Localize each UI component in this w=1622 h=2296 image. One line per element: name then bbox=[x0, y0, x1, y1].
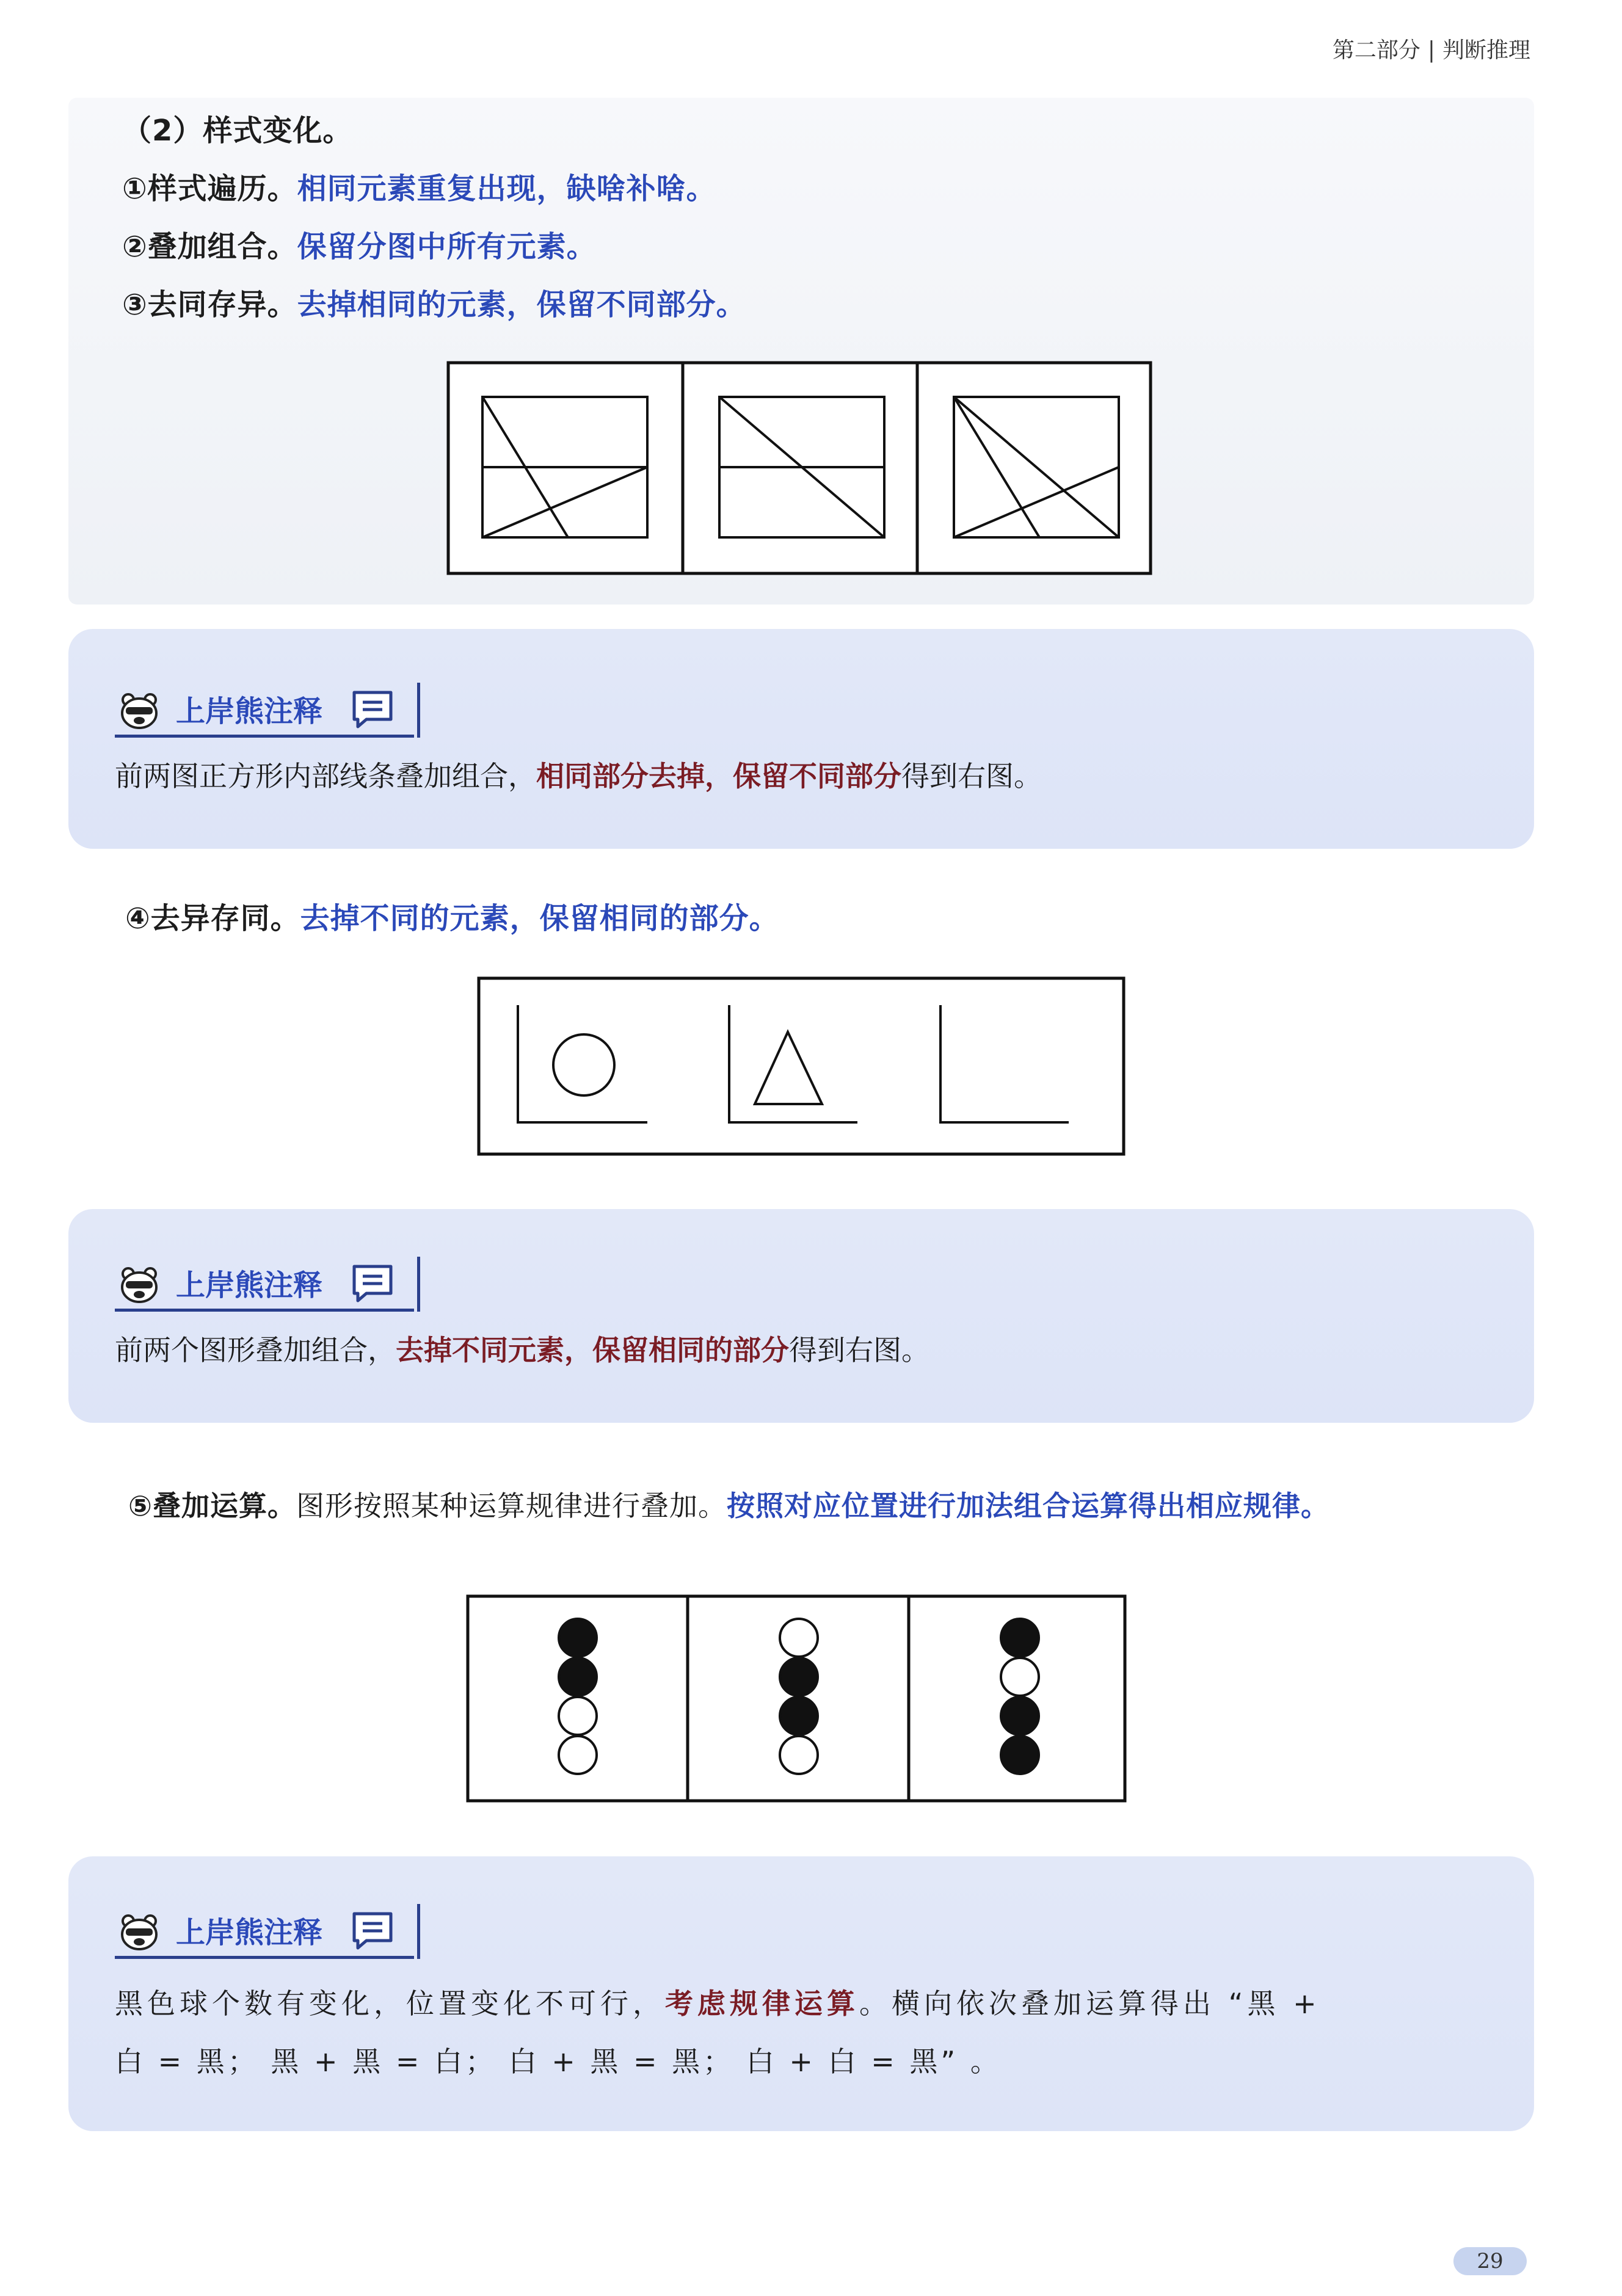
ball-black bbox=[559, 1658, 597, 1696]
comment-icon bbox=[351, 1910, 395, 1952]
page-number: 29 bbox=[1453, 2247, 1527, 2275]
note-2-highlight-2: 保留相同的部分 bbox=[592, 1334, 789, 1367]
ball-white bbox=[780, 1619, 818, 1657]
ball-white bbox=[1001, 1658, 1039, 1696]
note-3-title: 上岸熊注释 bbox=[176, 1916, 323, 1950]
note-1-divider bbox=[417, 683, 420, 738]
item-5-desc: 按照对应位置进行加法组合运算得出相应规律。 bbox=[726, 1489, 1329, 1522]
note-1-underline bbox=[115, 735, 414, 738]
item-3-lead: 去同存异。 bbox=[147, 288, 297, 322]
item-4-desc: 去掉不同的元素，保留相同的部分。 bbox=[300, 901, 779, 935]
note-3-underline bbox=[115, 1956, 414, 1959]
ball-black bbox=[1001, 1697, 1039, 1735]
item-2-desc: 保留分图中所有元素。 bbox=[297, 230, 597, 264]
ball-white bbox=[559, 1736, 597, 1774]
item-2-num: ② bbox=[122, 230, 148, 264]
item-5-lead: 叠加运算。 bbox=[152, 1489, 296, 1522]
figure-shape-overlay bbox=[476, 976, 1130, 1159]
note-2-title: 上岸熊注释 bbox=[176, 1268, 323, 1302]
note-3-line-1 bbox=[115, 1982, 1321, 2022]
item-3-num: ③ bbox=[122, 288, 148, 322]
bear-icon bbox=[117, 1262, 161, 1306]
ball-black bbox=[1001, 1619, 1039, 1657]
section-title: （2）样式变化。 bbox=[122, 114, 353, 148]
note-3-line-1-pre: 黑色球个数有变化，位置变化不可行， bbox=[115, 1987, 665, 2020]
item-3-desc: 去掉相同的元素，保留不同部分。 bbox=[297, 288, 746, 322]
note-3-divider bbox=[417, 1904, 420, 1959]
header-separator: | bbox=[1427, 38, 1435, 63]
item-5-num: ⑤ bbox=[128, 1489, 153, 1522]
note-1-highlight-2: 保留不同部分 bbox=[733, 760, 901, 793]
header-part: 第二部分 bbox=[1332, 38, 1420, 63]
note-1-title: 上岸熊注释 bbox=[176, 694, 323, 728]
note-2-pre: 前两个图形叠加组合， bbox=[115, 1334, 396, 1367]
note-1-pre: 前两图正方形内部线条叠加组合， bbox=[115, 760, 536, 793]
ball-black bbox=[780, 1658, 818, 1696]
item-5 bbox=[128, 1484, 1329, 1524]
item-1-lead: 样式遍历。 bbox=[147, 172, 297, 206]
item-4-num: ④ bbox=[125, 901, 151, 935]
note-3-line-2: 白 = 黑； 黑 + 黑 = 白； 白 + 黑 = 黑； 白 + 白 = 黑” 。 bbox=[115, 2045, 1002, 2078]
figure-ball-grid bbox=[465, 1594, 1131, 1807]
note-1-text bbox=[115, 754, 1042, 794]
note-1-post: 得到右图。 bbox=[901, 760, 1042, 793]
note-1-tag bbox=[115, 683, 420, 738]
note-2-highlight-1: 去掉不同元素， bbox=[396, 1334, 592, 1367]
note-2-divider bbox=[417, 1257, 420, 1312]
note-3-highlight: 考虑规律运算 bbox=[665, 1987, 859, 2020]
ball-black bbox=[1001, 1736, 1039, 1774]
note-2-post: 得到右图。 bbox=[789, 1334, 929, 1367]
item-2-lead: 叠加组合。 bbox=[147, 230, 297, 264]
ball-white bbox=[559, 1697, 597, 1735]
bear-icon bbox=[117, 688, 161, 732]
header-chapter: 判断推理 bbox=[1442, 38, 1530, 63]
item-1-num: ① bbox=[122, 172, 148, 206]
note-1-highlight-1: 相同部分去掉， bbox=[536, 760, 733, 793]
item-3 bbox=[122, 281, 746, 323]
bear-icon bbox=[117, 1909, 161, 1953]
item-4-lead: 去异存同。 bbox=[150, 901, 300, 935]
comment-icon bbox=[351, 1263, 395, 1304]
item-5-plain: 图形按照某种运算规律进行叠加。 bbox=[296, 1489, 727, 1522]
comment-icon bbox=[351, 689, 395, 730]
note-2-text bbox=[115, 1328, 929, 1368]
item-4 bbox=[125, 895, 779, 937]
item-2 bbox=[122, 223, 597, 265]
note-box-1 bbox=[68, 629, 1534, 849]
item-1-desc: 相同元素重复出现，缺啥补啥。 bbox=[297, 172, 716, 206]
note-box-2 bbox=[68, 1209, 1534, 1423]
page-header bbox=[1333, 33, 1530, 64]
item-1 bbox=[122, 165, 716, 207]
note-2-tag bbox=[115, 1257, 420, 1312]
ball-white bbox=[780, 1736, 818, 1774]
note-3-line-1-post: 。横向依次叠加运算得出 “黑 + bbox=[859, 1987, 1321, 2020]
note-2-underline bbox=[115, 1309, 414, 1312]
ball-black bbox=[780, 1697, 818, 1735]
figure-line-overlay bbox=[446, 360, 1160, 580]
note-box-3 bbox=[68, 1856, 1534, 2131]
ball-black bbox=[559, 1619, 597, 1657]
note-3-tag bbox=[115, 1904, 420, 1959]
